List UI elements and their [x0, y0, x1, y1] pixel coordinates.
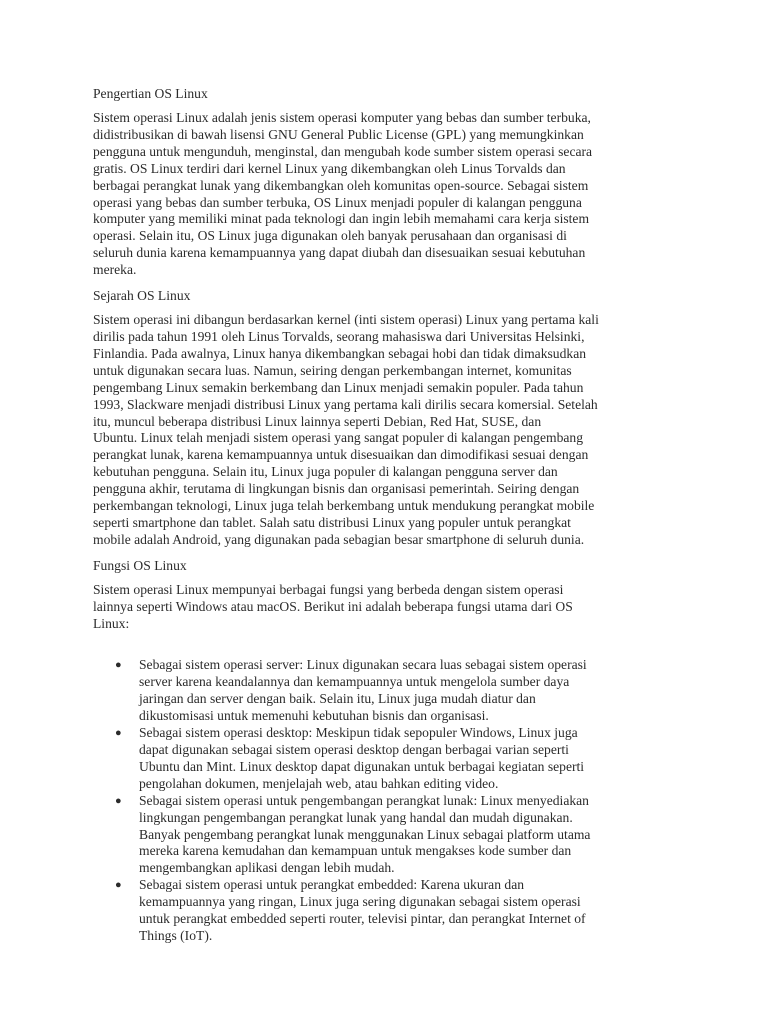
paragraph-line: lainnya seperti Windows atau macOS. Berikut ini adalah beberapa fungsi utama dari OS [93, 598, 573, 614]
paragraph-line: Sistem operasi Linux adalah jenis sistem operasi komputer yang bebas dan sumber terbuka, [93, 110, 591, 125]
bullet-icon: ● [115, 727, 122, 740]
paragraph-line: untuk digunakan secara luas. Namun, seiring dengan perkembangan internet, komunitas [93, 362, 572, 378]
paragraph-line: pengguna akhir, terutama di lingkungan bisnis dan organisasi pemerintah. Seiring dengan [93, 481, 580, 497]
spacer [93, 640, 685, 657]
bullet-icon: ● [115, 794, 122, 807]
list-item-line: jaringan dan server dengan baik. Selain itu, Linux juga mudah diatur dan [139, 691, 536, 707]
paragraph-line: perkembangan teknologi, Linux juga telah berkembang untuk mendukung perangkat mobile [93, 498, 595, 514]
section-paragraph-sejarah [93, 312, 685, 549]
bullet-icon: ● [115, 879, 122, 892]
list-item-line: Sebagai sistem operasi server: Linux digunakan secara luas sebagai sistem operasi [139, 657, 587, 673]
paragraph-line: Linux: [93, 615, 130, 631]
paragraph-line: itu, muncul beberapa distribusi Linux lainnya seperti Debian, Red Hat, SUSE, dan [93, 413, 542, 429]
list-item [93, 725, 685, 793]
paragraph-line: Sistem operasi Linux mempunyai berbagai fungsi yang berbeda dengan sistem operasi [93, 581, 564, 597]
paragraph-line: pengembang Linux semakin berkembang dan Linux menjadi semakin populer. Pada tahun [93, 379, 584, 395]
function-bullet-list [93, 657, 685, 944]
list-item-line: untuk perangkat embedded seperti router, televisi pintar, dan perangkat Internet of [139, 911, 586, 927]
section-heading-sejarah: Sejarah OS Linux [93, 288, 191, 304]
list-item-line: mengembangkan aplikasi dengan lebih mudah. [139, 860, 395, 876]
section-paragraph-fungsi [93, 582, 685, 633]
paragraph-line: mobile adalah Android, yang digunakan pada sebagian besar smartphone di seluruh dunia. [93, 531, 585, 547]
paragraph-line: operasi yang bebas dan sumber terbuka, OS Linux menjadi populer di kalangan pengguna [93, 194, 582, 210]
list-item-line: kemampuannya yang ringan, Linux juga sering digunakan sebagai sistem operasi [139, 894, 581, 910]
paragraph-line: gratis. OS Linux terdiri dari kernel Linux yang dikembangkan oleh Linus Torvalds dan [93, 160, 566, 176]
list-item-line: Ubuntu dan Mint. Linux desktop dapat digunakan untuk berbagai kegiatan seperti [139, 758, 585, 774]
paragraph-line: perangkat lunak, karena kemampuannya untuk disesuaikan dan dimodifikasi sesuai dengan [93, 447, 589, 463]
paragraph-line: seperti smartphone dan tablet. Salah satu distribusi Linux yang populer untuk perangkat [93, 514, 571, 530]
list-item [93, 877, 685, 945]
paragraph-line: didistribusikan di bawah lisensi GNU General Public License (GPL) yang memungkinkan [93, 126, 584, 142]
paragraph-line: operasi. Selain itu, OS Linux juga digunakan oleh banyak perusahaan dan organisasi di [93, 228, 567, 244]
list-item [93, 793, 685, 878]
list-item-line: dapat digunakan sebagai sistem operasi desktop dengan berbagai varian seperti [139, 742, 569, 757]
paragraph-line: Sistem operasi ini dibangun berdasarkan kernel (inti sistem operasi) Linux yang pertama kali [93, 312, 599, 328]
list-item-line: Sebagai sistem operasi untuk pengembangan perangkat lunak: Linux menyediakan [139, 792, 589, 808]
section-heading-fungsi: Fungsi OS Linux [93, 557, 187, 573]
paragraph-line: seluruh dunia karena kemampuannya yang dapat diubah dan disesuaikan sesuai kebutuhan [93, 245, 586, 261]
list-item-line: server karena keandalannya dan kemampuannya untuk mengelola sumber daya [139, 674, 570, 690]
list-item-line: mereka karena kemudahan dan kemampuan untuk mengakses kode sumber dan [139, 843, 572, 859]
list-item-line: Sebagai sistem operasi untuk perangkat embedded: Karena ukuran dan [139, 877, 525, 893]
list-item-line: pengolahan dokumen, menjelajah web, atau bahkan editing video. [139, 775, 499, 791]
section-paragraph-pengertian [93, 110, 685, 279]
paragraph-line: pengguna untuk mengunduh, menginstal, dan mengubah kode sumber sistem operasi secara [93, 143, 593, 159]
list-item-line: Things (IoT). [139, 927, 213, 943]
document-page [93, 85, 685, 945]
list-item-line: Banyak pengembang perangkat lunak menggunakan Linux sebagai platform utama [139, 826, 591, 842]
list-item-line: lingkungan pengembangan perangkat lunak yang handal dan mudah digunakan. [139, 809, 573, 825]
list-item-line: dikustomisasi untuk memenuhi kebutuhan bisnis dan organisasi. [139, 708, 489, 724]
paragraph-line: Finlandia. Pada awalnya, Linux hanya dikembangkan sebagai hobi dan tidak dimaksudkan [93, 345, 587, 361]
paragraph-line: kebutuhan pengguna. Selain itu, Linux juga populer di kalangan pengguna server dan [93, 464, 558, 480]
list-item [93, 657, 685, 725]
paragraph-line: komputer yang memiliki minat pada teknologi dan ingin lebih memahami cara kerja sistem [93, 211, 590, 227]
paragraph-line: Ubuntu. Linux telah menjadi sistem operasi yang sangat populer di kalangan pengembang [93, 430, 584, 446]
paragraph-line: berbagai perangkat lunak yang dikembangkan oleh komunitas open-source. Sebagai sistem [93, 177, 589, 193]
section-heading-pengertian: Pengertian OS Linux [93, 86, 208, 101]
paragraph-line: 1993, Slackware menjadi distribusi Linux yang pertama kali dirilis secara komersial. Setelah [93, 396, 598, 412]
list-item-line: Sebagai sistem operasi desktop: Meskipun tidak sepopuler Windows, Linux juga [139, 725, 578, 741]
paragraph-line: dirilis pada tahun 1991 oleh Linus Torvalds, seorang mahasiswa dari Universitas Helsinki, [93, 328, 585, 344]
paragraph-line: mereka. [93, 262, 137, 278]
bullet-icon: ● [115, 659, 122, 672]
